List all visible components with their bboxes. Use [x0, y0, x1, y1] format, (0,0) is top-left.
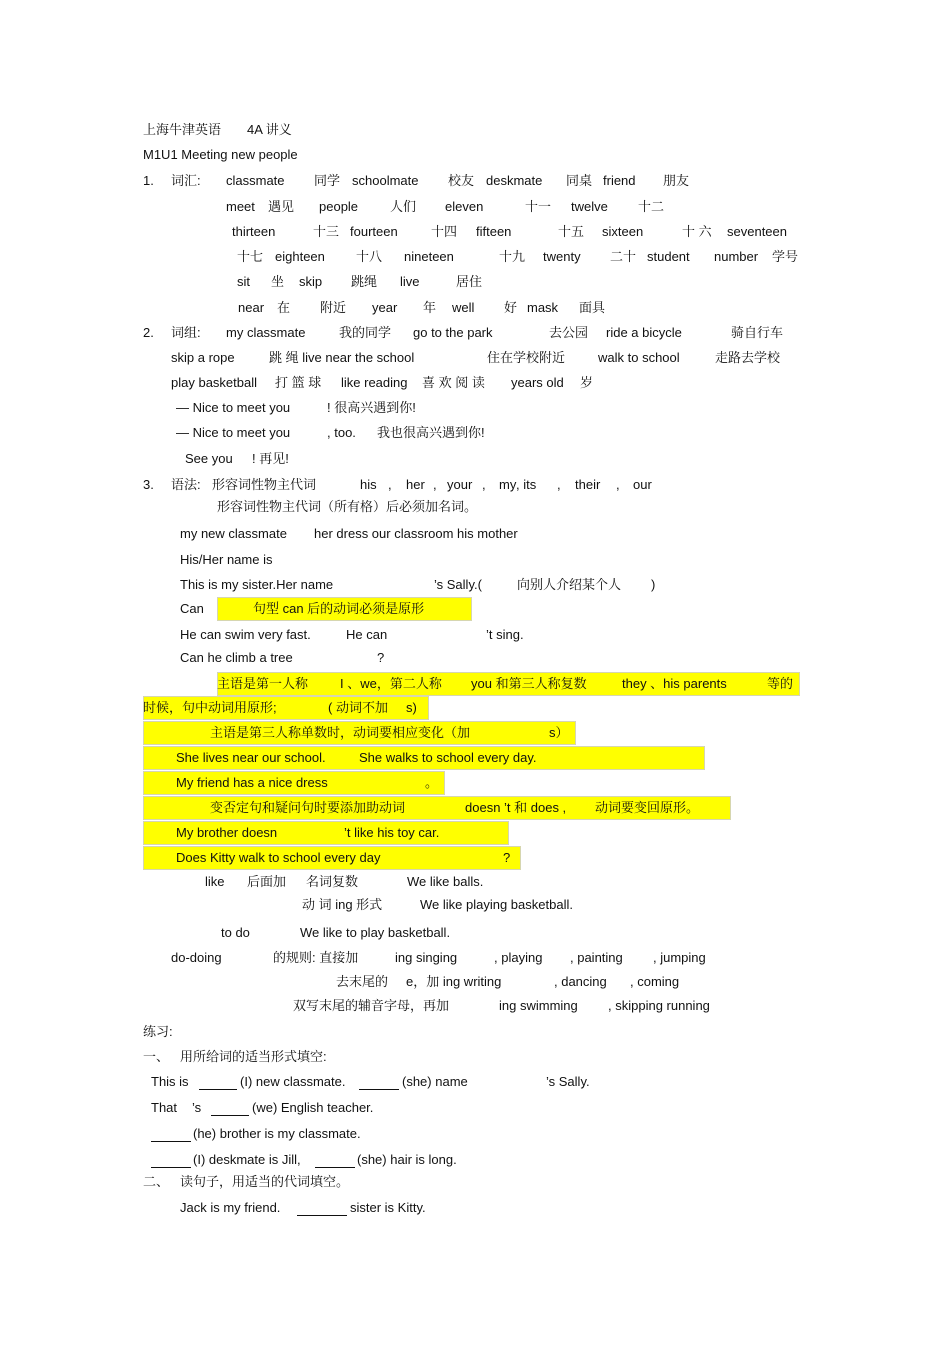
- grammar-rule: 后面加: [247, 874, 287, 889]
- vocab-word: eleven: [445, 199, 484, 214]
- pronoun: their: [575, 477, 601, 492]
- vocab-word: 十七: [237, 249, 264, 264]
- phrase: 我的同学: [339, 325, 392, 340]
- vocab-word: 十九: [499, 249, 526, 264]
- example: my new classmate: [180, 526, 287, 541]
- phrase: like reading: [341, 375, 408, 390]
- pronoun: ,: [388, 477, 392, 492]
- example: My friend has a nice dress: [176, 775, 328, 790]
- grammar-heading: 形容词性物主代词: [212, 477, 317, 492]
- grammar-note: 形容词性物主代词（所有格）后必须加名词。: [217, 499, 478, 514]
- vocab-word: 校友: [448, 173, 475, 188]
- exercise-text: (I) deskmate is Jill,: [193, 1152, 301, 1167]
- phrase: ride a bicycle: [606, 325, 682, 340]
- vocab-word: mask: [527, 300, 559, 315]
- vocab-word: year: [372, 300, 398, 315]
- grammar-rule: to do: [221, 925, 250, 940]
- vocab-word: 朋友: [663, 173, 690, 188]
- phrase: play basketball: [171, 375, 257, 390]
- practice-title: 练习:: [143, 1024, 173, 1039]
- vocab-word: people: [319, 199, 359, 214]
- question-prompt: 读句子，用适当的代词填空。: [180, 1174, 350, 1189]
- doc-title: 上海牛津英语: [143, 122, 222, 137]
- grammar-rule: 主语是第三人称单数时，动词要相应变化（加: [210, 725, 471, 740]
- vocab-word: twelve: [571, 199, 608, 214]
- exercise-text: (she) name: [402, 1074, 468, 1089]
- grammar-rule: 等的: [767, 676, 794, 691]
- dialog-line: ! 再见!: [252, 451, 289, 466]
- answer-blank[interactable]: [211, 1103, 249, 1116]
- grammar-rule: , painting: [570, 950, 623, 965]
- exercise-blank: [315, 1152, 357, 1168]
- vocab-word: number: [714, 249, 759, 264]
- vocab-word: skip: [299, 274, 323, 289]
- answer-blank[interactable]: [151, 1129, 191, 1142]
- section-number: 2.: [143, 325, 154, 340]
- section-label: 词组:: [171, 325, 201, 340]
- vocab-word: 同学: [314, 173, 341, 188]
- dialog-line: See you: [185, 451, 233, 466]
- pronoun: ,: [433, 477, 437, 492]
- example: She walks to school every day.: [359, 750, 537, 765]
- grammar-rule: 变否定句和疑问句时要添加助动词: [210, 800, 406, 815]
- vocab-word: fifteen: [476, 224, 512, 239]
- grammar-rule: e，加 ing writing: [406, 974, 502, 989]
- section-label: 语法:: [171, 477, 201, 492]
- example: ?: [377, 650, 385, 665]
- example: This is my sister.Her name: [180, 577, 334, 592]
- grammar-rule: 动词要变回原形。: [595, 800, 700, 815]
- vocab-word: 好: [504, 300, 518, 315]
- example: ’t sing.: [486, 627, 524, 642]
- example: ’s Sally.(: [434, 577, 482, 592]
- phrase: 喜 欢 阅 读: [422, 375, 485, 390]
- vocab-word: friend: [603, 173, 636, 188]
- dialog-line: ! 很高兴遇到你!: [327, 400, 416, 415]
- vocab-word: 十五: [558, 224, 585, 239]
- phrase: my classmate: [226, 325, 306, 340]
- question-number: 二、: [143, 1174, 170, 1189]
- vocab-word: 十四: [431, 224, 458, 239]
- example: We like to play basketball.: [300, 925, 451, 940]
- grammar-rule: 名词复数: [306, 874, 359, 889]
- vocab-word: well: [452, 300, 475, 315]
- example: 向别人介绍某个人: [517, 577, 622, 592]
- vocab-word: 十三: [313, 224, 340, 239]
- grammar-rule: 句型 can 后的动词必须是原形: [253, 601, 425, 616]
- exercise-text: sister is Kitty.: [350, 1200, 426, 1215]
- example: We like balls.: [407, 874, 484, 889]
- grammar-rule: like: [205, 874, 225, 889]
- dialog-line: — Nice to meet you: [176, 425, 291, 440]
- dialog-line: 我也很高兴遇到你!: [377, 425, 485, 440]
- vocab-word: 十二: [638, 199, 665, 214]
- example: Can: [180, 601, 204, 616]
- example: ): [651, 577, 656, 592]
- grammar-rule: they 、his parents: [622, 676, 727, 691]
- vocab-word: thirteen: [232, 224, 276, 239]
- grammar-rule: ing swimming: [499, 998, 578, 1013]
- grammar-rule: I 、we，第二人称: [340, 676, 442, 691]
- exercise-blank: [151, 1126, 193, 1142]
- vocab-word: student: [647, 249, 690, 264]
- vocab-word: sit: [237, 274, 250, 289]
- vocab-word: 居住: [456, 274, 483, 289]
- grammar-rule: 主语是第一人称: [217, 676, 309, 691]
- pronoun: your: [447, 477, 473, 492]
- example: Can he climb a tree: [180, 650, 293, 665]
- grammar-rule: s）: [549, 725, 569, 740]
- example: We like playing basketball.: [420, 897, 573, 912]
- exercise-text: (he) brother is my classmate.: [193, 1126, 361, 1141]
- phrase: 岁: [580, 375, 594, 390]
- phrase: years old: [511, 375, 564, 390]
- example: He can swim very fast.: [180, 627, 311, 642]
- vocab-word: eighteen: [275, 249, 325, 264]
- exercise-text: Jack is my friend.: [180, 1200, 281, 1215]
- grammar-rule: ( 动词不加: [328, 700, 388, 715]
- exercise-blank: [151, 1152, 193, 1168]
- doc-subtitle: 4A 讲义: [247, 122, 292, 137]
- vocab-word: meet: [226, 199, 255, 214]
- vocab-word: twenty: [543, 249, 581, 264]
- vocab-word: seventeen: [727, 224, 787, 239]
- answer-blank[interactable]: [199, 1077, 237, 1090]
- pronoun: ,: [482, 477, 486, 492]
- phrase: 去公园: [549, 325, 589, 340]
- exercise-blank: [211, 1100, 251, 1116]
- vocab-word: sixteen: [602, 224, 644, 239]
- exercise-blank: [297, 1200, 349, 1216]
- exercise-text: That: [151, 1100, 178, 1115]
- question-number: 一、: [143, 1049, 170, 1064]
- section-number: 3.: [143, 477, 154, 492]
- phrase: 跳 绳 live near the school: [269, 350, 415, 365]
- unit-title: M1U1 Meeting new people: [143, 147, 298, 162]
- exercise-text: This is: [151, 1074, 189, 1089]
- phrase: 住在学校附近: [487, 350, 566, 365]
- pronoun: our: [633, 477, 652, 492]
- vocab-word: 面具: [579, 300, 606, 315]
- grammar-rule: you 和第三人称复数: [471, 676, 587, 691]
- vocab-word: 年: [423, 300, 437, 315]
- exercise-text: (I) new classmate.: [240, 1074, 346, 1089]
- vocab-word: 坐: [271, 274, 285, 289]
- vocab-word: near: [238, 300, 265, 315]
- question-prompt: 用所给词的适当形式填空:: [180, 1049, 327, 1064]
- grammar-rule: 的规则: 直接加: [273, 950, 359, 965]
- phrase: 走路去学校: [715, 350, 781, 365]
- dialog-line: — Nice to meet you: [176, 400, 291, 415]
- grammar-rule: , skipping running: [608, 998, 710, 1013]
- phrase: go to the park: [413, 325, 493, 340]
- pronoun: her: [406, 477, 425, 492]
- vocab-word: nineteen: [404, 249, 454, 264]
- vocab-word: 在: [277, 300, 291, 315]
- pronoun: , its: [516, 477, 537, 492]
- example: 。: [425, 775, 439, 790]
- vocab-word: 同桌: [566, 173, 593, 188]
- grammar-rule: ing singing: [395, 950, 458, 965]
- exercise-text: ’s: [192, 1100, 202, 1115]
- example: My brother doesn: [176, 825, 278, 840]
- vocab-word: 十 六: [682, 224, 712, 239]
- phrase: 骑自行车: [731, 325, 784, 340]
- answer-blank[interactable]: [151, 1155, 191, 1168]
- grammar-rule: , playing: [494, 950, 543, 965]
- grammar-rule: , coming: [630, 974, 680, 989]
- section-number: 1.: [143, 173, 154, 188]
- answer-blank[interactable]: [315, 1155, 355, 1168]
- vocab-word: 十一: [525, 199, 552, 214]
- grammar-rule: 去末尾的: [336, 974, 389, 989]
- vocab-word: 遇见: [268, 199, 295, 214]
- section-label: 词汇:: [171, 173, 201, 188]
- grammar-rule: 双写末尾的辅音字母，再加: [293, 998, 450, 1013]
- vocab-word: fourteen: [350, 224, 398, 239]
- exercise-text: (she) hair is long.: [357, 1152, 457, 1167]
- grammar-rule: doesn ’t 和 does ,: [465, 800, 567, 815]
- grammar-rule: , dancing: [554, 974, 607, 989]
- vocab-word: classmate: [226, 173, 285, 188]
- example: ?: [503, 850, 511, 865]
- vocab-word: schoolmate: [352, 173, 419, 188]
- answer-blank[interactable]: [359, 1077, 399, 1090]
- grammar-rule: do-doing: [171, 950, 222, 965]
- example: She lives near our school.: [176, 750, 326, 765]
- exercise-text: ’s Sally.: [546, 1074, 590, 1089]
- example: His/Her name is: [180, 552, 273, 567]
- pronoun: ,: [557, 477, 561, 492]
- example: He can: [346, 627, 388, 642]
- grammar-rule: , jumping: [653, 950, 706, 965]
- grammar-rule: 动 词 ing 形式: [302, 897, 383, 912]
- vocab-word: 附近: [320, 300, 347, 315]
- vocab-word: 二十: [610, 249, 637, 264]
- vocab-word: deskmate: [486, 173, 543, 188]
- answer-blank[interactable]: [297, 1203, 347, 1216]
- example: Does Kitty walk to school every day: [176, 850, 381, 865]
- phrase: skip a rope: [171, 350, 235, 365]
- grammar-rule: 时候，句中动词用原形;: [143, 700, 277, 715]
- dialog-line: , too.: [327, 425, 356, 440]
- pronoun: ,: [616, 477, 620, 492]
- exercise-text: (we) English teacher.: [252, 1100, 374, 1115]
- phrase: 打 篮 球: [275, 375, 322, 390]
- phrase: walk to school: [598, 350, 680, 365]
- vocab-word: 人们: [390, 199, 417, 214]
- example: ’t like his toy car.: [344, 825, 440, 840]
- grammar-rule: s): [406, 700, 417, 715]
- exercise-blank: [199, 1074, 239, 1090]
- pronoun: my: [499, 477, 517, 492]
- example: her dress our classroom his mother: [314, 526, 518, 541]
- pronoun: his: [360, 477, 377, 492]
- vocab-word: 跳绳: [351, 274, 378, 289]
- vocab-word: 十八: [356, 249, 383, 264]
- vocab-word: 学号: [772, 249, 799, 264]
- exercise-blank: [359, 1074, 401, 1090]
- vocab-word: live: [400, 274, 420, 289]
